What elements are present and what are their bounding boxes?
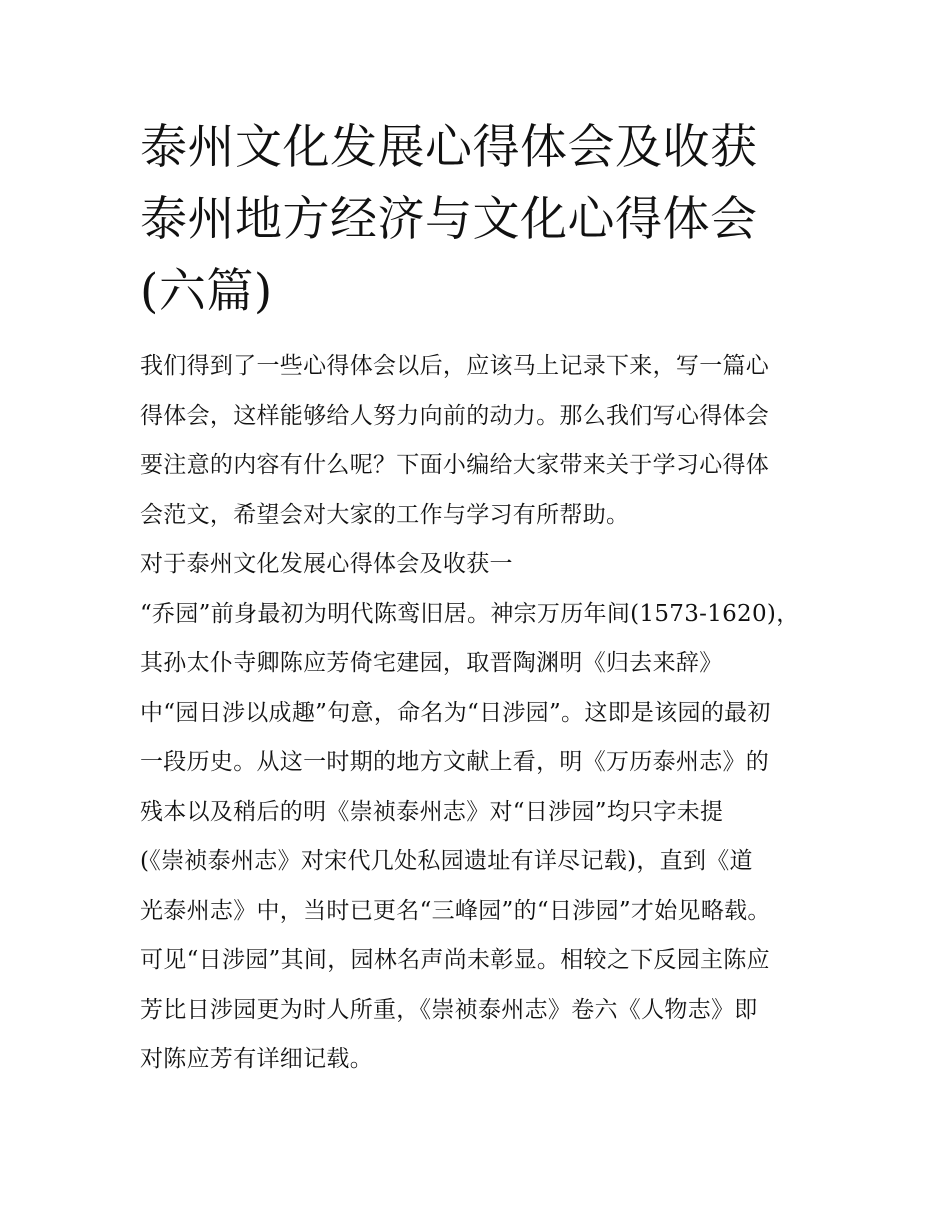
body-line: 得体会，这样能够给人努力向前的动力。那么我们写心得体会 [140, 402, 770, 429]
title-line-2: 泰州地方经济与文化心得体会 [140, 192, 758, 247]
body-line: (《崇祯泰州志》对宋代几处私园遗址有详尽记载)，直到《道 [140, 848, 753, 874]
body-line: 我们得到了一些心得体会以后，应该马上记录下来，写一篇心 [140, 353, 770, 379]
body-line: 一段历史。从这一时期的地方文献上看，明《万历泰州志》的 [140, 749, 770, 775]
body-line: 芳比日涉园更为时人所重，《崇祯泰州志》卷六《人物志》即 [140, 996, 758, 1023]
body-line: 对陈应芳有详细记载。 [140, 1046, 373, 1072]
body-line: 光泰州志》中，当时已更名“三峰园”的“日涉园”才始见略载。 [140, 897, 771, 924]
body-line: 可见“日涉园”其间，园林名声尚未彰显。相较之下反园主陈应 [140, 947, 770, 973]
body-line: 中“园日涉以成趣”句意，命名为“日涉园”。这即是该园的最初 [140, 699, 771, 726]
section-heading: 对于泰州文化发展心得体会及收获一 [140, 551, 513, 577]
body-line: 要注意的内容有什么呢？下面小编给大家带来关于学习心得体 [140, 452, 770, 478]
title-line-3: (六篇) [140, 264, 273, 319]
body-line: 会范文，希望会对大家的工作与学习有所帮助。 [140, 501, 630, 528]
body-line: “乔园”前身最初为明代陈鸾旧居。神宗万历年间(1573-1620)， [140, 600, 800, 627]
document-body [140, 342, 815, 1085]
document-title [140, 112, 815, 328]
document-page [140, 112, 815, 1085]
body-line: 残本以及稍后的明《崇祯泰州志》对“日涉园”均只字未提 [140, 798, 724, 825]
title-line-1: 泰州文化发展心得体会及收获 [140, 120, 758, 175]
body-line: 其孙太仆寺卿陈应芳倚宅建园，取晋陶渊明《归去来辞》 [140, 650, 723, 676]
